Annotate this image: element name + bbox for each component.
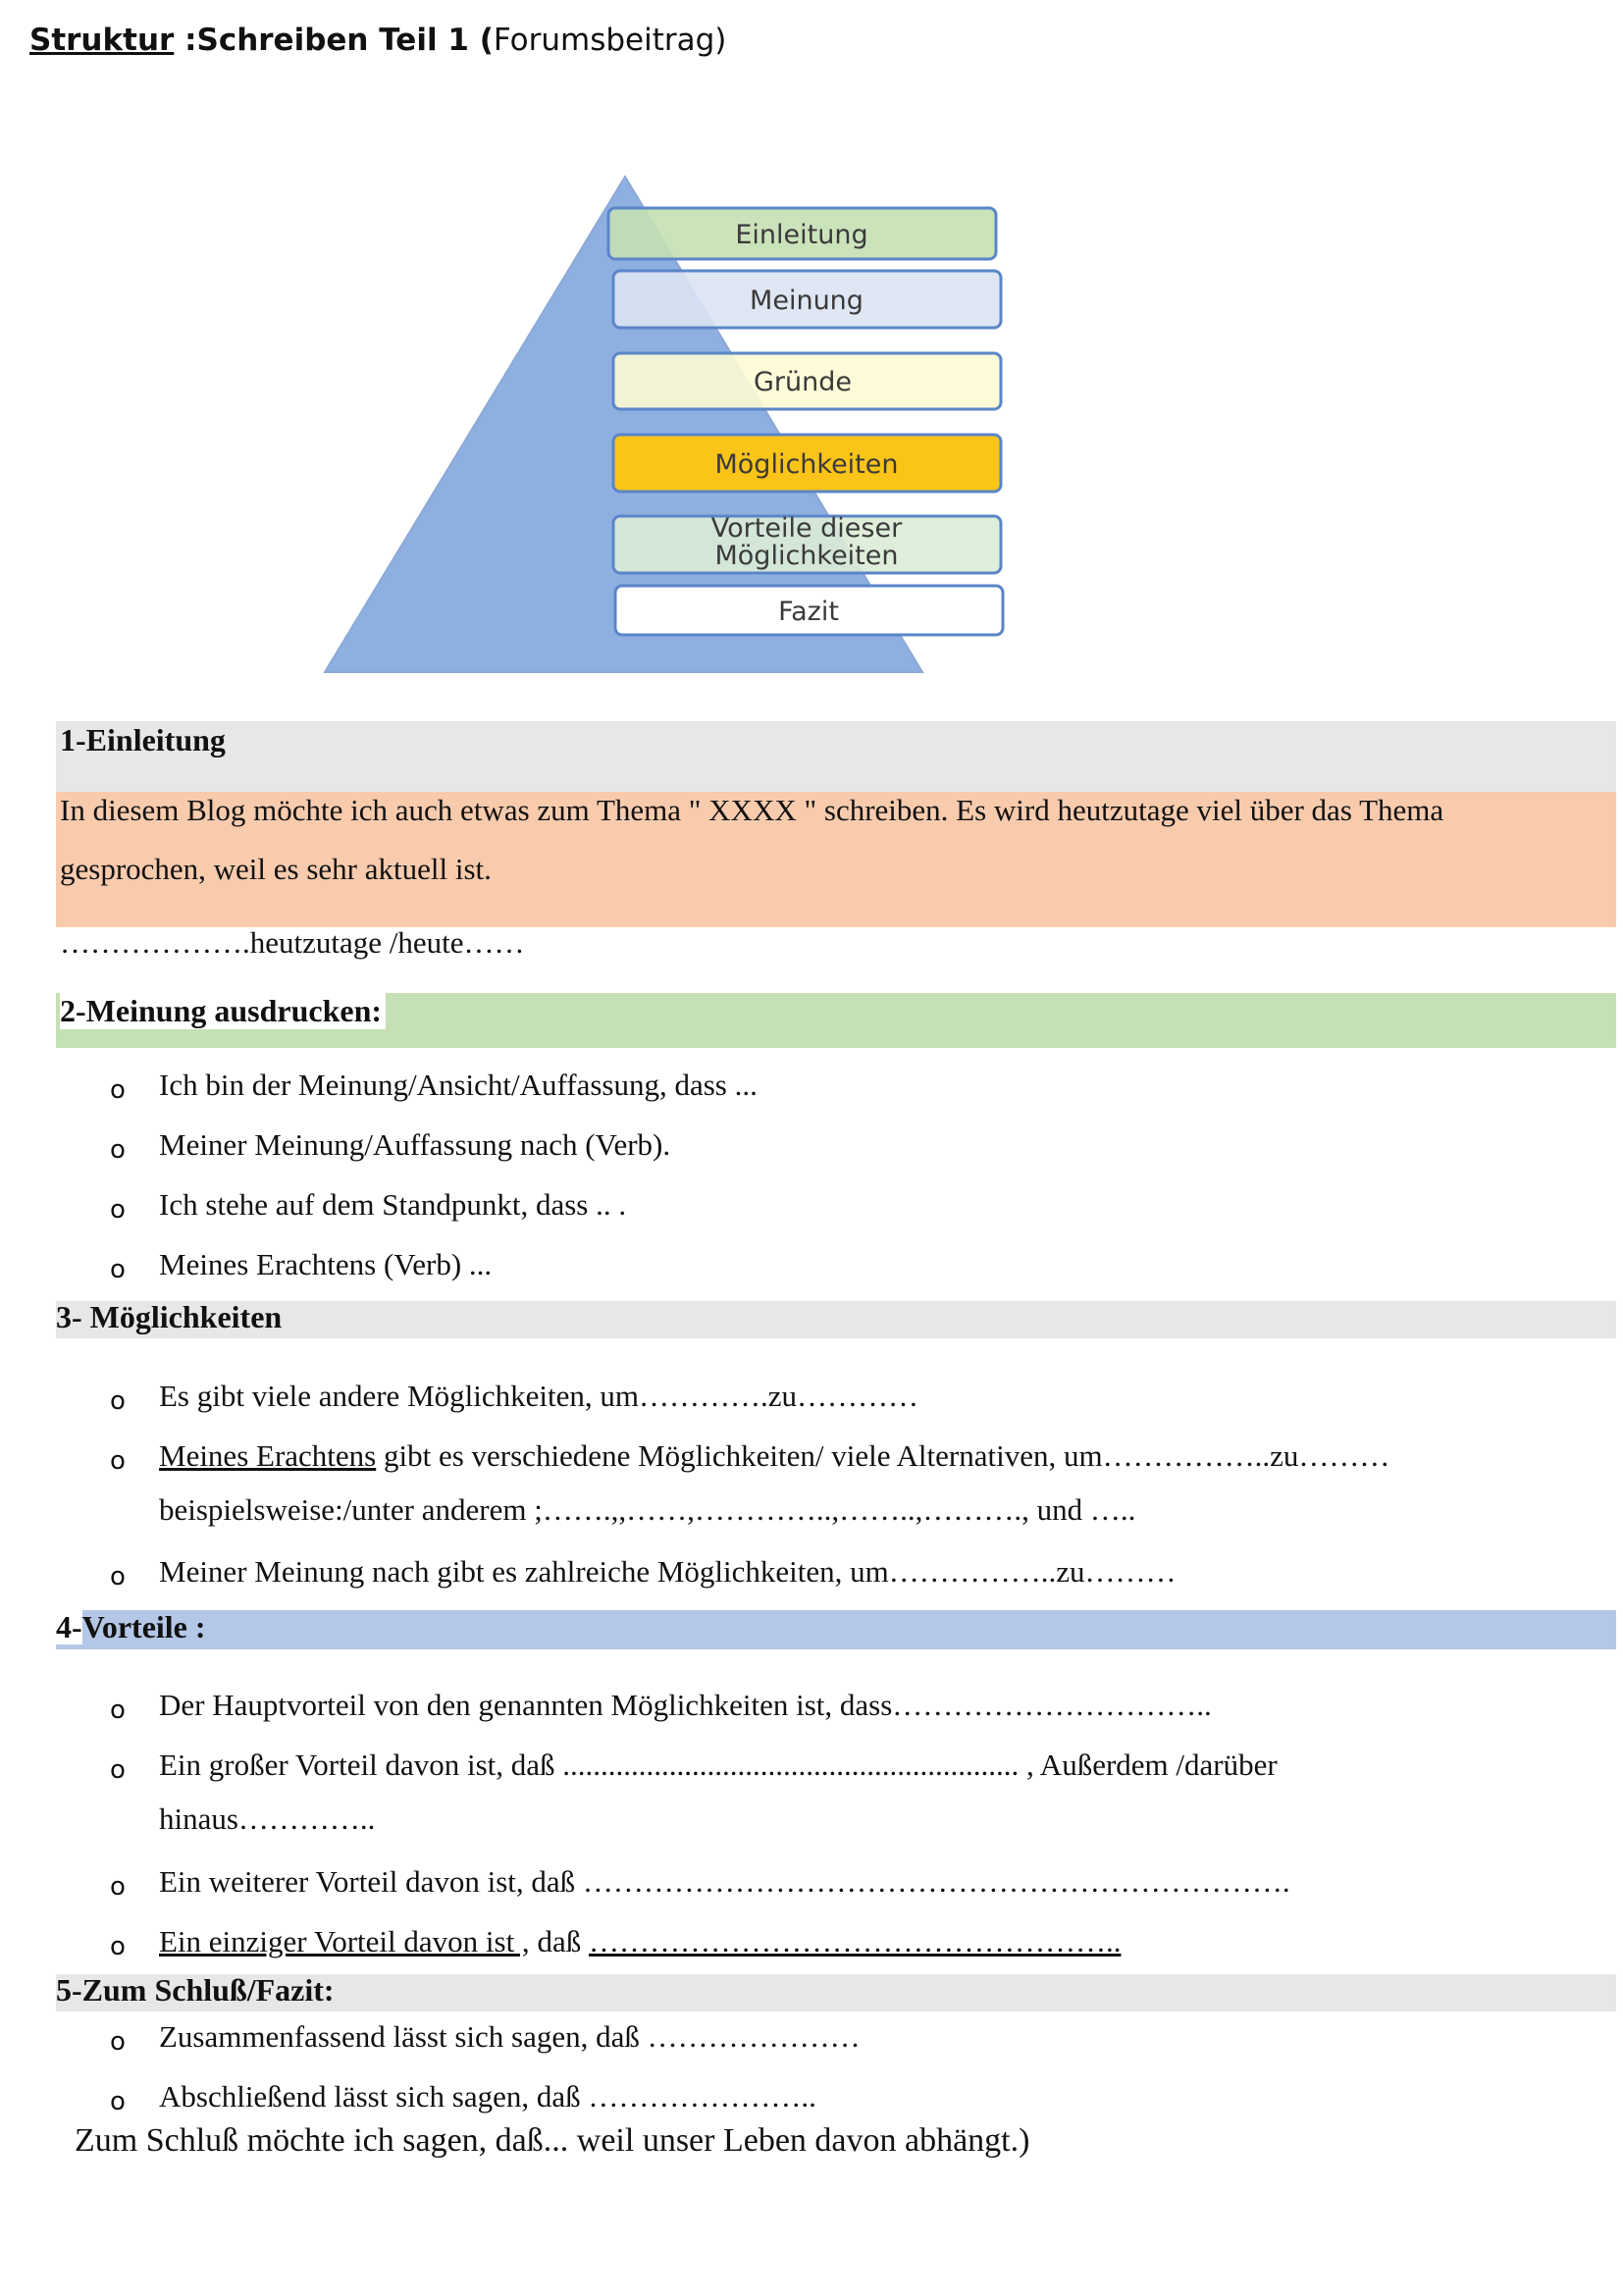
- vorteile-item-2-line1: Ein großer Vorteil davon ist, daß ............................................................ , Außerdem /darüber: [159, 1748, 1278, 1782]
- section-meinung-heading: 2-Meinung ausdrucken:: [60, 993, 386, 1029]
- section-vorteile-heading-band: [56, 1610, 1616, 1649]
- bullet-marker: o: [110, 1446, 126, 1476]
- pyramid-level-fazit-label: Fazit: [778, 597, 839, 627]
- title-forumsbeitrag: Forumsbeitrag): [493, 23, 727, 58]
- pyramid-level-moeglichkeiten-label: Möglichkeiten: [714, 449, 899, 480]
- meinung-item-3: Ich stehe auf dem Standpunkt, dass .. .: [159, 1187, 627, 1222]
- pyramid-level-gruende-label: Gründe: [754, 367, 852, 397]
- section-einleitung-heading-band: [56, 721, 1616, 792]
- bullet-marker: o: [110, 1872, 126, 1902]
- moeglichkeiten-item-2-line2: beispielsweise:/unter anderem ;…….,,……,…………..,……..,………., und …..: [159, 1492, 1136, 1527]
- vorteile-item-4-mid: daß: [529, 1924, 589, 1958]
- section-einleitung-text-line1: In diesem Blog möchte ich auch etwas zum Thema " XXXX " schreiben. Es wird heutzutage viel über das Thema: [60, 793, 1444, 827]
- bullet-marker: o: [110, 1195, 126, 1225]
- moeglichkeiten-item-2-rest: gibt es verschiedene Möglichkeiten/ viele Alternativen, um……………..zu………: [376, 1438, 1390, 1473]
- section-vorteile-heading-text: Vorteile :: [81, 1609, 206, 1644]
- bullet-marker: o: [110, 1075, 126, 1105]
- section-einleitung-dotted-line: ……………….heutzutage /heute……: [60, 925, 525, 960]
- section-moeglichkeiten-heading: 3- Möglichkeiten: [56, 1299, 283, 1334]
- bullet-marker: o: [110, 1255, 126, 1284]
- bullet-marker: o: [110, 1562, 126, 1592]
- pyramid-level-vorteile-label-line2: Möglichkeiten: [714, 541, 899, 571]
- bullet-marker: o: [110, 1932, 126, 1961]
- moeglichkeiten-item-2-underlined: Meines Erachtens: [159, 1438, 377, 1473]
- bullet-marker: o: [110, 2087, 126, 2116]
- bullet-marker: o: [110, 1386, 126, 1416]
- section-einleitung-text-line2: gesprochen, weil es sehr aktuell ist.: [60, 852, 492, 886]
- pyramid-level-meinung-label: Meinung: [750, 286, 864, 316]
- structure-pyramid-diagram: [0, 0, 1623, 687]
- pyramid-level-einleitung-label: Einleitung: [735, 220, 868, 250]
- meinung-item-4: Meines Erachtens (Verb) ...: [159, 1247, 493, 1281]
- pyramid-level-vorteile-label-line1: Vorteile dieser: [710, 513, 903, 544]
- bullet-marker: o: [110, 1696, 126, 1725]
- section-vorteile-heading-number: 4-: [56, 1609, 82, 1644]
- section-moeglichkeiten-heading-band: [56, 1301, 1616, 1338]
- bullet-marker: o: [110, 1755, 126, 1785]
- meinung-item-2: Meiner Meinung/Auffassung nach (Verb).: [159, 1127, 671, 1162]
- vorteile-item-4-dots: ……………………………………………..: [588, 1924, 1122, 1958]
- title-struktur: Struktur: [29, 23, 175, 58]
- fazit-item-1: Zusammenfassend lässt sich sagen, daß …………………: [159, 2019, 861, 2054]
- vorteile-item-4-underlined: Ein einziger Vorteil davon ist ,: [159, 1924, 530, 1958]
- fazit-item-2: Abschließend lässt sich sagen, daß …………………..: [159, 2079, 816, 2113]
- section-fazit-heading: 5-Zum Schluß/Fazit:: [56, 1972, 335, 2008]
- vorteile-item-3: Ein weiterer Vorteil davon ist, daß …………………………………………………………….: [159, 1864, 1290, 1899]
- fazit-closing-sentence: Zum Schluß möchte ich sagen, daß... weil unser Leben davon abhängt.): [75, 2122, 1030, 2159]
- vorteile-item-1: Der Hauptvorteil von den genannten Möglichkeiten ist, dass…………………………..: [159, 1688, 1212, 1722]
- bullet-marker: o: [110, 1135, 126, 1165]
- moeglichkeiten-item-3: Meiner Meinung nach gibt es zahlreiche Möglichkeiten, um……………..zu………: [159, 1554, 1177, 1589]
- title-schreiben-teil: :Schreiben Teil 1 (: [174, 23, 494, 58]
- section-vorteile-heading: [56, 1609, 206, 1645]
- bullet-marker: o: [110, 2027, 126, 2057]
- vorteile-item-2-line2: hinaus…………..: [159, 1801, 376, 1836]
- meinung-item-1: Ich bin der Meinung/Ansicht/Auffassung, dass ...: [159, 1068, 758, 1102]
- moeglichkeiten-item-2-line1: [159, 1438, 1389, 1474]
- vorteile-item-4: [159, 1924, 1121, 1959]
- moeglichkeiten-item-1: Es gibt viele andere Möglichkeiten, um………….zu…………: [159, 1379, 918, 1413]
- section-einleitung-heading: 1-Einleitung: [60, 722, 226, 757]
